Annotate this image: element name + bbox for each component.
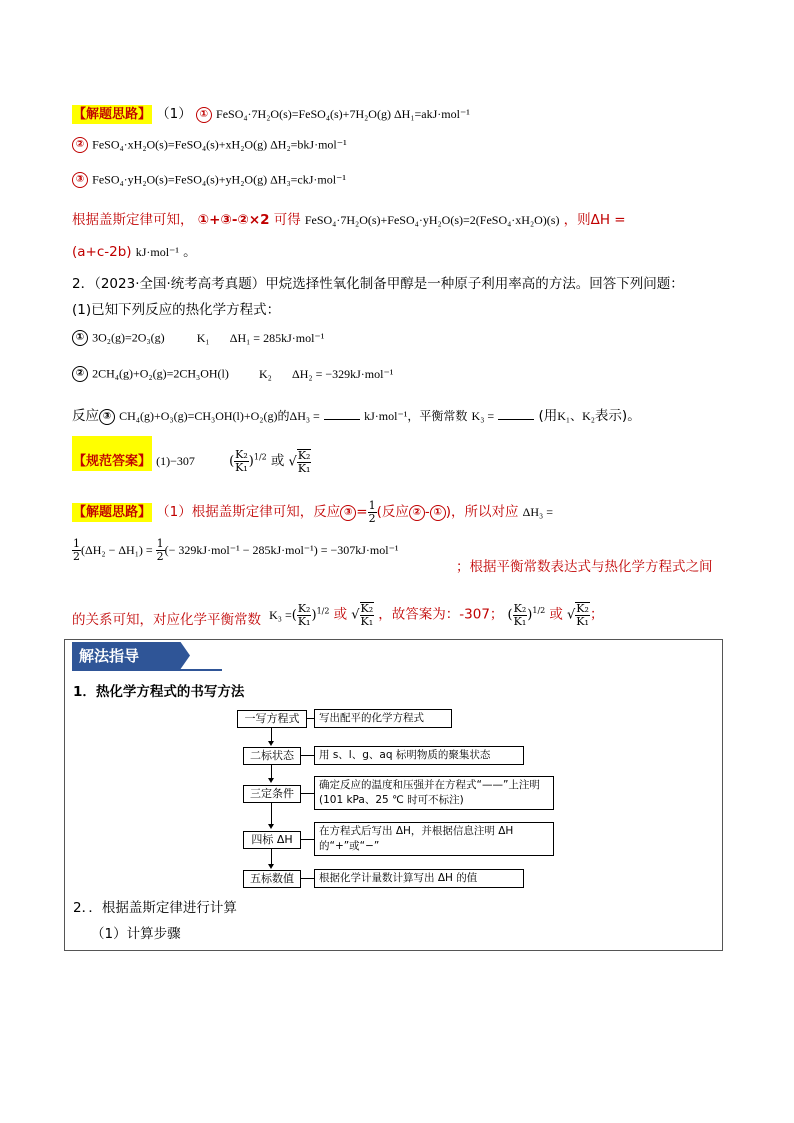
s2-ratio-den: K₁ — [297, 614, 311, 628]
half-den: 2 — [368, 512, 376, 525]
circled-number: ② — [409, 505, 425, 521]
flow-arrow-line — [271, 848, 272, 864]
r3-text-a: 反应 — [72, 408, 99, 424]
circled-number: ① — [72, 330, 88, 346]
flow-connector — [300, 839, 314, 840]
s2-dh3: ΔH₃ = — [522, 505, 553, 519]
ratio-exp: 1/2 — [253, 452, 267, 462]
s2-or: 或 — [333, 606, 348, 623]
equation-3: FeSO₄·yH₂O(s)=FeSO₄(s)+yH₂O(g) ΔH₃=ckJ·mol⁻¹ — [92, 172, 346, 187]
s2-minus: - — [424, 504, 430, 520]
result-unit: kJ·mol⁻¹ — [135, 245, 179, 259]
calc-half-num: 1 — [73, 537, 80, 550]
s2-or2: 或 — [549, 606, 563, 623]
guide-h2-sub: （1）计算步骤 — [91, 926, 181, 942]
flow-arrow-line — [271, 802, 272, 824]
sqrt-den: K₁ — [297, 461, 311, 475]
reaction-3-eq: CH₄(g)+O₃(g)=CH₃OH(l)+O₂(g) — [119, 409, 278, 423]
hess-line — [72, 208, 626, 228]
reaction-2-k: K₂ — [259, 366, 272, 381]
solution2-tag: 【解题思路】 — [73, 505, 152, 520]
result-line — [72, 240, 197, 260]
r3-ks: K₁、K₂ — [557, 409, 595, 423]
flow-arrow-line — [271, 764, 272, 778]
reaction-1-k: K₁ — [196, 330, 210, 345]
flow-arrow-head — [268, 864, 274, 869]
s2-sqrt-den: K₁ — [360, 615, 374, 628]
solution2-calc — [72, 538, 399, 563]
reaction-2-eq: 2CH₄(g)+O₂(g)=2CH₃OH(l) — [92, 366, 229, 381]
reaction-1-dh: ΔH₁ = 285kJ·mol⁻¹ — [229, 330, 325, 345]
calc-half-den: 2 — [73, 550, 80, 563]
calc-half-den-2: 2 — [156, 550, 164, 563]
flow-arrow-head — [268, 824, 274, 829]
ratio-den: K₁ — [235, 461, 248, 474]
hess-text-c: ，则ΔH = — [563, 212, 626, 228]
hess-text-b: 可得 — [273, 212, 301, 228]
question-stem: 2．（2023·全国·统考高考真题）甲烷选择性氧化制备甲醇是一种原子利用率高的方法。回答下列问题： — [72, 276, 684, 292]
answer-ratio: ( $\frac{\text{K₂}}{\text{K₁}}$ )$^{1/2}$ — [229, 448, 267, 474]
s2-ratio2-num: K₂ — [513, 601, 527, 615]
guide-box — [64, 639, 723, 951]
answer-sqrt: √ $\frac{\text{K₂}}{\text{K₁}}$ — [288, 448, 311, 475]
flow-connector — [300, 793, 314, 794]
question-sub1: (1)已知下列反应的热化学方程式： — [72, 302, 281, 318]
answer-blank-1 — [324, 407, 360, 420]
s2-text-e: )，所以对应 — [445, 504, 519, 520]
s2-ratio2-exp: 1/2 — [532, 606, 546, 616]
flow-step-5: 五标数值 — [243, 870, 301, 888]
reaction-2-dh: ΔH₂ = −329kJ·mol⁻¹ — [292, 366, 394, 381]
guide-header: 解法指导 — [79, 647, 140, 665]
circled-number: ② — [72, 137, 88, 153]
flow-desc-5: 根据化学计量数计算写出 ΔH 的值 — [314, 869, 524, 888]
solution2-line-1 — [72, 500, 553, 525]
answer-blank-2 — [498, 407, 534, 420]
s2-rel: 的关系可知，对应化学平衡常数 — [72, 612, 261, 628]
calc-half-num-2: 1 — [156, 537, 164, 550]
ratio-num: K₂ — [235, 448, 248, 461]
flow-connector — [300, 755, 314, 756]
answer-tag: 【规范答案】 — [72, 436, 152, 471]
answer-line — [72, 436, 311, 475]
circled-number: ① — [430, 505, 446, 521]
flow-desc-1: 写出配平的化学方程式 — [314, 709, 452, 728]
flow-desc-2: 用 s、l、g、aq 标明物质的聚集状态 — [314, 746, 524, 765]
guide-h2: 2．．根据盖斯定律进行计算 — [73, 900, 237, 916]
flow-step-3: 三定条件 — [243, 785, 301, 803]
s2-ratio2-den: K₁ — [513, 614, 527, 628]
flow-connector — [306, 718, 314, 719]
flow-connector — [300, 878, 314, 879]
solution-tag: 【解题思路】 — [73, 107, 152, 122]
part-prefix: （1） — [156, 106, 192, 122]
flow-arrow-head — [268, 741, 274, 746]
hess-equation: FeSO₄·7H₂O(s)+FeSO₄·yH₂O(s)=2(FeSO₄·xH₂O)(s) — [304, 213, 560, 227]
circled-number: ② — [72, 366, 88, 382]
guide-header-underline — [72, 669, 222, 671]
solution-line-2 — [72, 137, 347, 153]
hess-ops: ①+③-②×2 — [197, 212, 270, 228]
s2-ratio-num: K₂ — [297, 601, 311, 615]
half-num: 1 — [368, 499, 376, 512]
result-end: 。 — [183, 244, 197, 260]
calc-b: (− 329kJ·mol⁻¹ − 285kJ·mol⁻¹) = −307kJ·mol⁻¹ — [164, 543, 399, 557]
answer-or: 或 — [270, 453, 285, 469]
s2-sqrt-num: K₂ — [360, 602, 374, 615]
circled-number: ③ — [72, 172, 88, 188]
r3-k3: K₃ = — [471, 409, 495, 423]
s2-sqrt2-num: K₂ — [576, 602, 589, 615]
guide-h1: 1．热化学方程式的书写方法 — [73, 684, 245, 700]
flow-step-2: 二标状态 — [243, 747, 301, 765]
s2-ratio-exp: 1/2 — [316, 606, 330, 616]
s2-k3: K₃ =( $\frac{\text{K₂}}{\text{K₁}}$ )$^{1/2}$ — [269, 601, 330, 628]
s2-text-a: （1）根据盖斯定律可知，反应 — [156, 504, 341, 520]
s2-sqrt2-den: K₁ — [576, 615, 589, 628]
s2-text-c: (反应 — [376, 504, 409, 520]
s2-tail: ；根据平衡常数表达式与热化学方程式之间 — [456, 559, 713, 575]
reaction-1 — [72, 330, 324, 346]
flow-desc-3: 确定反应的温度和压强并在方程式“——”上注明(101 kPa、25 ℃ 时可不标注) — [314, 776, 554, 810]
reaction-2 — [72, 366, 393, 382]
r3-text-d: (用 — [538, 408, 558, 424]
flow-arrow-line — [271, 727, 272, 741]
calc-a: (ΔH₂ − ΔH₁) = — [81, 543, 156, 557]
flow-step-4: 四标 ΔH — [243, 831, 301, 849]
equation-2: FeSO₄·xH₂O(s)=FeSO₄(s)+xH₂O(g) ΔH₂=bkJ·mol⁻¹ — [92, 137, 347, 152]
flow-desc-4: 在方程式后写出 ΔH，并根据信息注明 ΔH 的“+”或“−” — [314, 822, 554, 856]
sqrt-num: K₂ — [297, 448, 311, 462]
s2-semi: ； — [589, 606, 604, 623]
reaction-1-eq: 3O₂(g)=2O₃(g) — [92, 330, 165, 345]
s2-final: ，故答案为：-307； — [378, 606, 504, 623]
solution2-relation: 的关系可知，对应化学平衡常数 K₃ =( $\frac{\text{K₂}}{\text{K₁}}$ )$^{1/2}$ 或 √ $\frac{\text{K₂}}{\text{K₁}}$ ，故答案为：-307； ( $\frac{\text{K₂}}{\text{K₁}}$ )$^{1/2}$ 或 √ $\frac{\text{K₂}}{\text{K₁}}$ ； — [72, 584, 603, 628]
s2-k3-label: K₃ = — [269, 607, 292, 622]
flow-step-1: 一写方程式 — [237, 710, 307, 728]
s2-eq: = — [356, 504, 368, 520]
reaction-3-question — [72, 404, 641, 425]
circled-number: ③ — [340, 505, 356, 521]
r3-unit: kJ·mol⁻¹，平衡常数 — [364, 409, 468, 423]
r3-dh: 的ΔH₃ = — [277, 409, 320, 423]
r3-text-f: 表示)。 — [594, 408, 641, 424]
answer-value: (1)−307 — [156, 454, 195, 468]
hess-text: 根据盖斯定律可知， — [72, 212, 194, 228]
solution-line-1 — [72, 102, 470, 123]
solution-line-3 — [72, 172, 346, 188]
circled-number: ③ — [99, 409, 115, 425]
flow-arrow-head — [268, 778, 274, 783]
equation-1: FeSO₄·7H₂O(s)=FeSO₄(s)+7H₂O(g) ΔH₁=akJ·mol⁻¹ — [216, 107, 470, 121]
circled-number: ① — [196, 107, 212, 123]
result-expr: (a+c-2b) — [72, 244, 132, 260]
